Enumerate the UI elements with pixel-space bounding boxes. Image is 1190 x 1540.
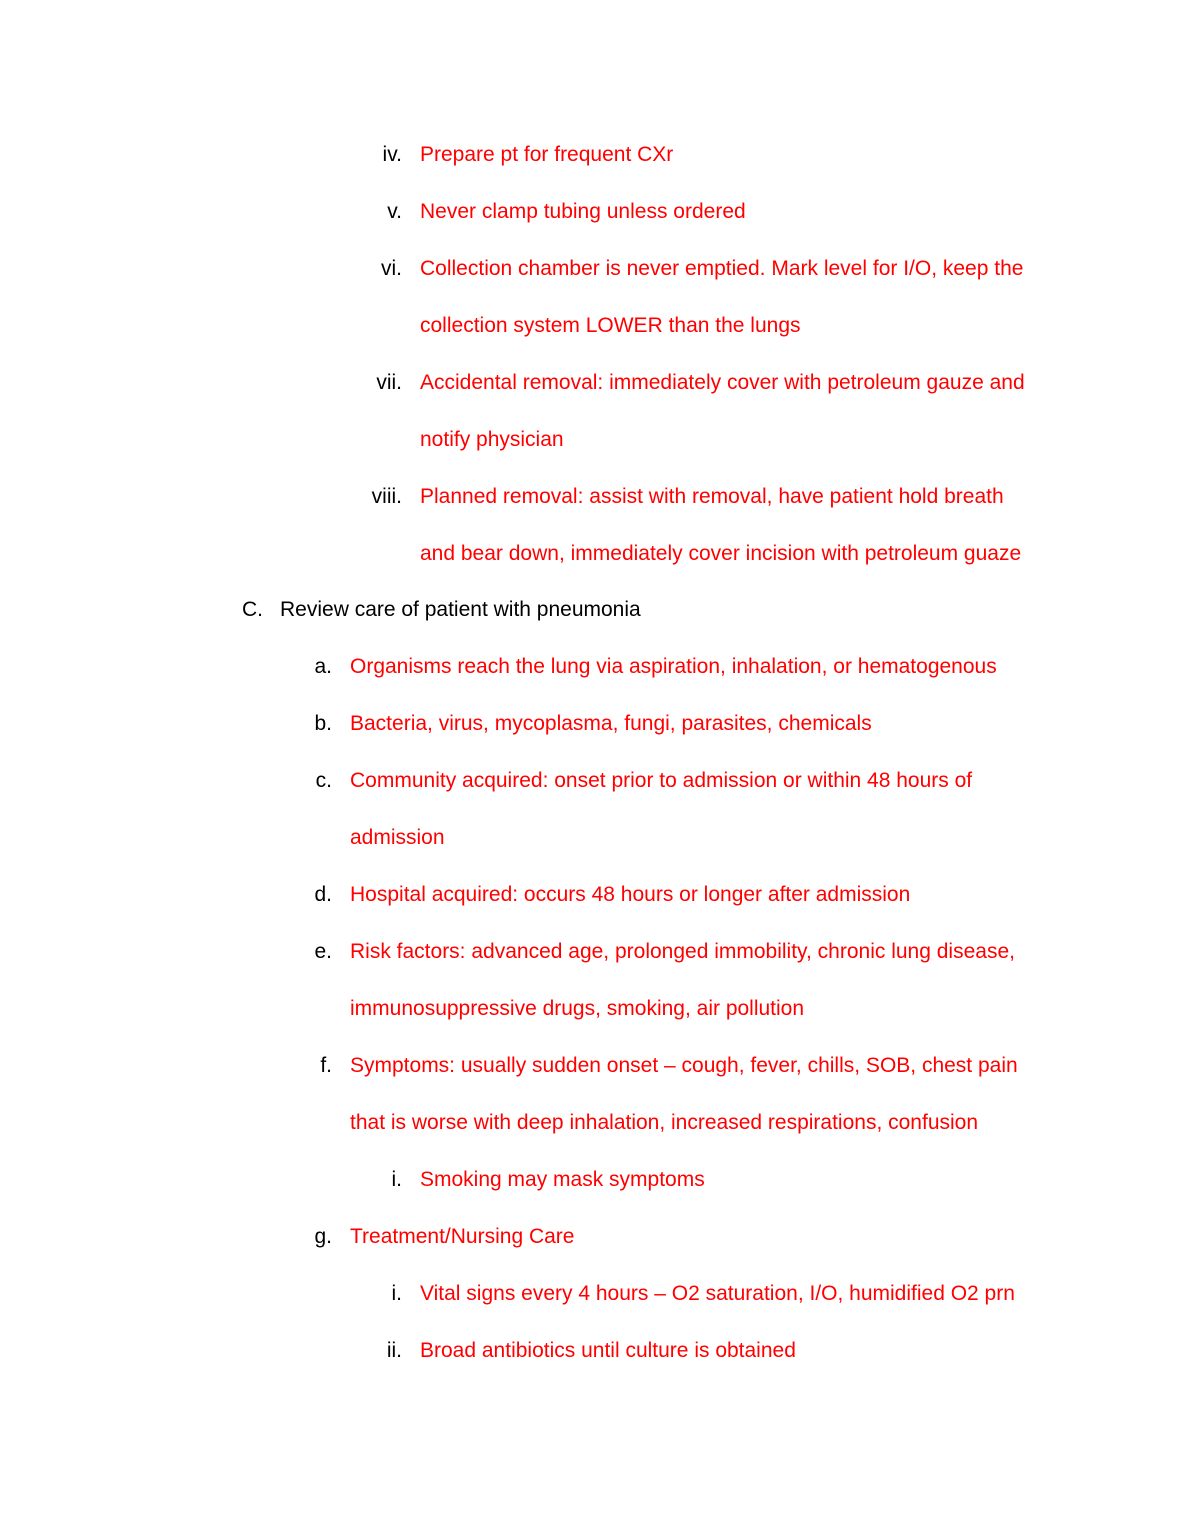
- list-item-text: collection system LOWER than the lungs: [420, 314, 801, 337]
- list-item-text: Never clamp tubing unless ordered: [420, 200, 746, 223]
- list-marker: i.: [391, 1168, 402, 1191]
- list-item-text: Hospital acquired: occurs 48 hours or longer after admission: [350, 883, 911, 906]
- list-item-text: that is worse with deep inhalation, increased respirations, confusion: [350, 1111, 979, 1134]
- list-item-text: Accidental removal: immediately cover with petroleum gauze and: [420, 371, 1025, 394]
- list-marker: b.: [314, 712, 332, 735]
- list-item-text: and bear down, immediately cover incision with petroleum guaze: [420, 542, 1022, 565]
- list-marker: v.: [387, 200, 402, 223]
- list-marker: C.: [242, 598, 263, 621]
- list-marker: c.: [315, 769, 332, 792]
- list-item-text: notify physician: [420, 428, 564, 451]
- list-marker: d.: [314, 883, 332, 906]
- list-marker: viii.: [371, 485, 402, 508]
- list-marker: iv.: [382, 143, 402, 166]
- list-item-text: admission: [350, 826, 445, 849]
- list-item-text: Risk factors: advanced age, prolonged immobility, chronic lung disease,: [350, 940, 1015, 963]
- list-item-text: immunosuppressive drugs, smoking, air pollution: [350, 997, 805, 1020]
- section-heading-text: Review care of patient with pneumonia: [280, 598, 641, 621]
- list-marker: i.: [391, 1282, 402, 1305]
- list-item-text: Collection chamber is never emptied. Mark level for I/O, keep the: [420, 257, 1024, 280]
- list-item-text: Prepare pt for frequent CXr: [420, 143, 674, 166]
- list-item-text: Planned removal: assist with removal, have patient hold breath: [420, 485, 1004, 508]
- list-item-text: Community acquired: onset prior to admission or within 48 hours of: [350, 769, 973, 792]
- list-item-text: Treatment/Nursing Care: [350, 1225, 575, 1248]
- list-marker: g.: [314, 1225, 332, 1248]
- list-item-text: Smoking may mask symptoms: [420, 1168, 705, 1191]
- list-item-text: Broad antibiotics until culture is obtained: [420, 1339, 796, 1362]
- list-item-text: Bacteria, virus, mycoplasma, fungi, parasites, chemicals: [350, 712, 872, 735]
- list-item-text: Vital signs every 4 hours – O2 saturation, I/O, humidified O2 prn: [420, 1282, 1015, 1305]
- list-marker: a.: [314, 655, 332, 678]
- list-item-text: Organisms reach the lung via aspiration, inhalation, or hematogenous: [350, 655, 997, 678]
- list-marker: ii.: [386, 1339, 402, 1362]
- list-item-text: Symptoms: usually sudden onset – cough, fever, chills, SOB, chest pain: [350, 1054, 1018, 1077]
- list-marker: e.: [314, 940, 332, 963]
- list-marker: vi.: [381, 257, 402, 280]
- list-marker: vii.: [376, 371, 402, 394]
- list-marker: f.: [320, 1054, 332, 1077]
